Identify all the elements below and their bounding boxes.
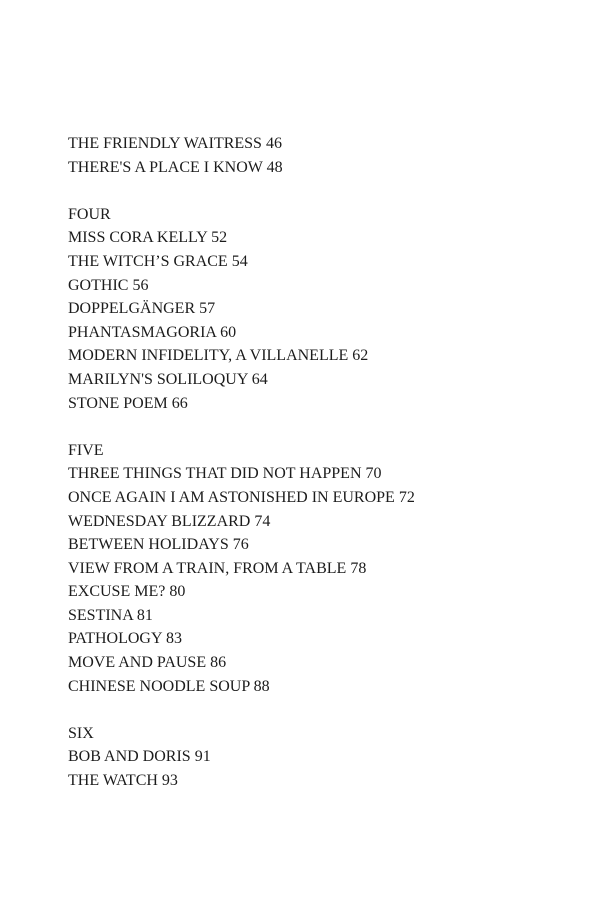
table-of-contents [68, 132, 588, 816]
toc-entry: STONE POEM 66 [68, 394, 188, 412]
toc-entry: PATHOLOGY 83 [68, 630, 182, 648]
toc-entry: THREE THINGS THAT DID NOT HAPPEN 70 [68, 465, 382, 483]
toc-entry: THERE'S A PLACE I KNOW 48 [68, 158, 283, 176]
toc-entry: MARILYN'S SOLILOQUY 64 [68, 370, 268, 388]
toc-entry: SESTINA 81 [68, 606, 153, 624]
toc-group-six [68, 722, 588, 793]
toc-entry: ONCE AGAIN I AM ASTONISHED IN EUROPE 72 [68, 488, 415, 506]
section-heading: FOUR [68, 205, 111, 223]
section-heading: SIX [68, 724, 94, 742]
toc-entry: THE WATCH 93 [68, 772, 178, 790]
section-heading: FIVE [68, 441, 104, 459]
toc-group-continued [68, 132, 588, 179]
toc-entry: BOB AND DORIS 91 [68, 748, 211, 766]
toc-entry: MOVE AND PAUSE 86 [68, 654, 227, 672]
toc-group-five [68, 439, 588, 699]
toc-entry: EXCUSE ME? 80 [68, 583, 186, 601]
toc-entry: PHANTASMAGORIA 60 [68, 323, 237, 341]
toc-entry: THE WITCH’S GRACE 54 [68, 252, 248, 270]
toc-entry: MISS CORA KELLY 52 [68, 229, 228, 247]
toc-entry: DOPPELGÄNGER 57 [68, 300, 216, 318]
toc-entry: VIEW FROM A TRAIN, FROM A TABLE 78 [68, 559, 367, 577]
toc-entry: BETWEEN HOLIDAYS 76 [68, 536, 249, 554]
toc-group-four [68, 203, 588, 415]
toc-entry: MODERN INFIDELITY, A VILLANELLE 62 [68, 347, 369, 365]
toc-entry: THE FRIENDLY WAITRESS 46 [68, 135, 282, 152]
toc-entry: WEDNESDAY BLIZZARD 74 [68, 512, 271, 530]
toc-entry: CHINESE NOODLE SOUP 88 [68, 677, 270, 695]
toc-entry: GOTHIC 56 [68, 276, 149, 294]
